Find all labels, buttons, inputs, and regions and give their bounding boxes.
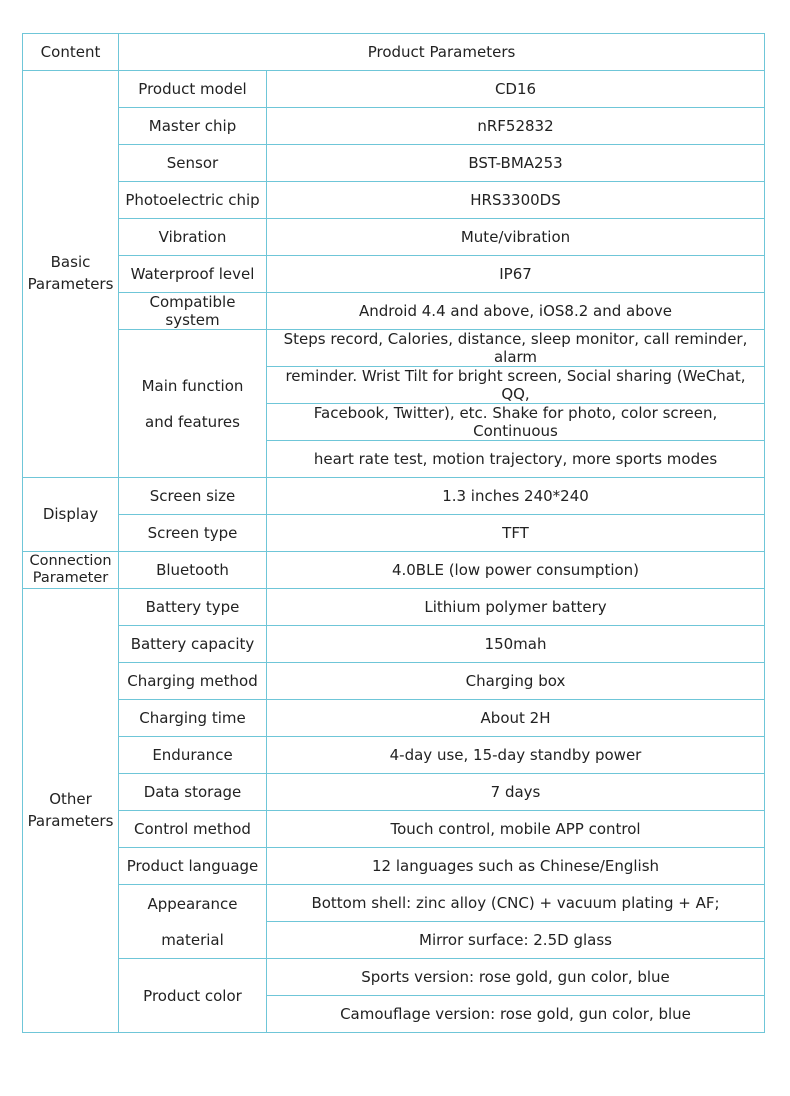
param-value: HRS3300DS (267, 182, 765, 219)
param-value: Steps record, Calories, distance, sleep monitor, call reminder, alarm (267, 330, 765, 367)
param-value: Touch control, mobile APP control (267, 811, 765, 848)
table-row (23, 885, 765, 922)
param-label: Product model (119, 71, 267, 108)
param-value: Mirror surface: 2.5D glass (267, 922, 765, 959)
param-value: BST-BMA253 (267, 145, 765, 182)
table-row (23, 959, 765, 996)
param-label: Charging time (119, 700, 267, 737)
param-value: 4.0BLE (low power consumption) (267, 552, 765, 589)
param-label: Vibration (119, 219, 267, 256)
param-value: About 2H (267, 700, 765, 737)
param-value: heart rate test, motion trajectory, more sports modes (267, 441, 765, 478)
param-value: Mute/vibration (267, 219, 765, 256)
param-value: Sports version: rose gold, gun color, blue (267, 959, 765, 996)
table-header-row (23, 34, 765, 71)
table-row (23, 552, 765, 589)
product-parameters-table (22, 33, 765, 1033)
param-label-main-function: Main function and features (119, 330, 267, 478)
header-content: Content (23, 34, 119, 71)
param-value: Bottom shell: zinc alloy (CNC) + vacuum plating + AF; (267, 885, 765, 922)
table-row (23, 737, 765, 774)
param-label: Endurance (119, 737, 267, 774)
table-row (23, 663, 765, 700)
header-product-parameters: Product Parameters (119, 34, 765, 71)
param-label: Screen size (119, 478, 267, 515)
param-value: 12 languages such as Chinese/English (267, 848, 765, 885)
param-label: Control method (119, 811, 267, 848)
table-row (23, 478, 765, 515)
category-display: Display (23, 478, 119, 552)
table-row (23, 330, 765, 367)
param-label: Waterproof level (119, 256, 267, 293)
param-value: 7 days (267, 774, 765, 811)
param-value: 1.3 inches 240*240 (267, 478, 765, 515)
param-label-product-color: Product color (119, 959, 267, 1033)
category-other-parameters: Other Parameters (23, 589, 119, 1033)
param-label: Bluetooth (119, 552, 267, 589)
param-value: Charging box (267, 663, 765, 700)
table-row (23, 811, 765, 848)
param-label: Master chip (119, 108, 267, 145)
category-connection-parameter: Connection Parameter (23, 552, 119, 589)
param-value: Camouflage version: rose gold, gun color, blue (267, 996, 765, 1033)
param-label: Data storage (119, 774, 267, 811)
param-label: Sensor (119, 145, 267, 182)
table-row (23, 626, 765, 663)
table-row (23, 700, 765, 737)
param-value: Lithium polymer battery (267, 589, 765, 626)
category-basic-parameters: Basic Parameters (23, 71, 119, 478)
param-label: Charging method (119, 663, 267, 700)
table-row (23, 182, 765, 219)
param-value: Facebook, Twitter), etc. Shake for photo, color screen, Continuous (267, 404, 765, 441)
table-row (23, 515, 765, 552)
param-value: 4-day use, 15-day standby power (267, 737, 765, 774)
table-row (23, 848, 765, 885)
table-row (23, 219, 765, 256)
table-row (23, 589, 765, 626)
param-value: CD16 (267, 71, 765, 108)
param-label: Screen type (119, 515, 267, 552)
table-row (23, 256, 765, 293)
param-value: nRF52832 (267, 108, 765, 145)
param-value: reminder. Wrist Tilt for bright screen, Social sharing (WeChat, QQ, (267, 367, 765, 404)
param-label: Battery type (119, 589, 267, 626)
table-row (23, 145, 765, 182)
param-value: Android 4.4 and above, iOS8.2 and above (267, 293, 765, 330)
param-label-appearance-material: Appearance material (119, 885, 267, 959)
table-row (23, 774, 765, 811)
param-value: 150mah (267, 626, 765, 663)
table-row (23, 293, 765, 330)
param-value: TFT (267, 515, 765, 552)
param-label: Product language (119, 848, 267, 885)
table-row (23, 108, 765, 145)
param-label: Photoelectric chip (119, 182, 267, 219)
param-label: Compatible system (119, 293, 267, 330)
table-row (23, 71, 765, 108)
param-label: Battery capacity (119, 626, 267, 663)
param-value: IP67 (267, 256, 765, 293)
